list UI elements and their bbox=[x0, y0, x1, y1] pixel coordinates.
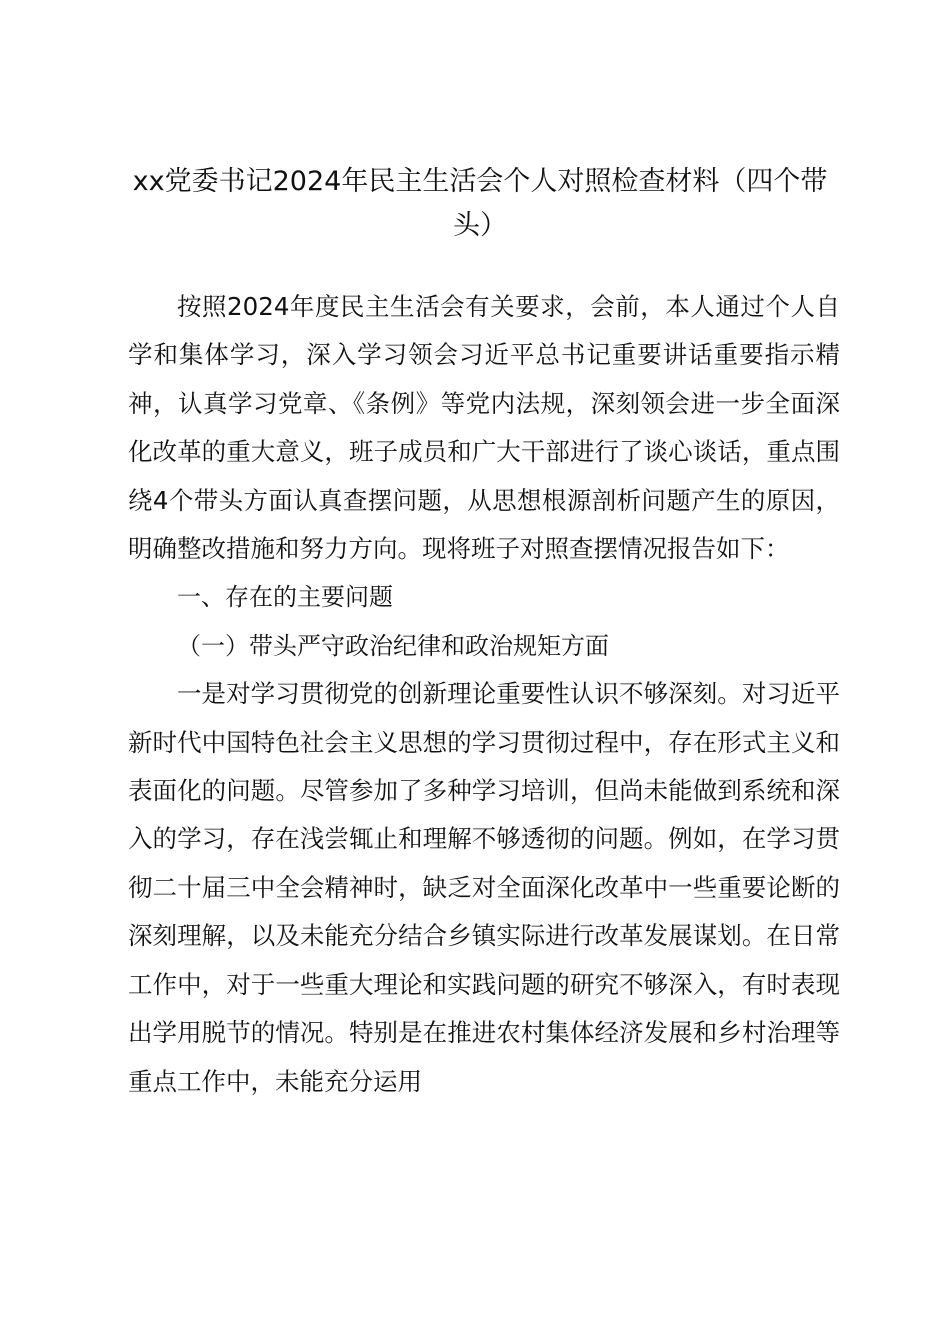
subsection-heading: （一）带头严守政治纪律和政治规矩方面 bbox=[177, 631, 609, 660]
intro-paragraph: 按照2024年度民主生活会有关要求，会前，本人通过个人自学和集体学习，深入学习领会习近平总书记重要讲话重要指示精神，认真学习党章、《条例》等党内法规，深刻领会进一步全面深化改革的重大意义，班子成员和广大干部进行了谈心谈话，重点围绕4个带头方面认真查摆问题，从思想根源剖析问题产生的原因，明确整改措施和努力方向。现将班子对照查摆情况报告如下： bbox=[128, 292, 840, 564]
document-body bbox=[128, 283, 840, 1106]
document-title: xx党委书记2024年民主生活会个人对照检查材料（四个带头） bbox=[132, 166, 828, 241]
body-paragraph: 一是对学习贯彻党的创新理论重要性认识不够深刻。对习近平新时代中国特色社会主义思想的学习贯彻过程中，存在形式主义和表面化的问题。尽管参加了多种学习培训，但尚未能做到系统和深入的学习，存在浅尝辄止和理解不够透彻的问题。例如，在学习贯彻二十届三中全会精神时，缺乏对全面深化改革中一些重要论断的深刻理解，以及未能充分结合乡镇实际进行改革发展谋划。在日常工作中，对于一些重大理论和实践问题的研究不够深入，有时表现出学用脱节的情况。特别是在推进农村集体经济发展和乡村治理等重点工作中，未能充分运用 bbox=[128, 679, 840, 1096]
section-heading: 一、存在的主要问题 bbox=[177, 583, 393, 612]
